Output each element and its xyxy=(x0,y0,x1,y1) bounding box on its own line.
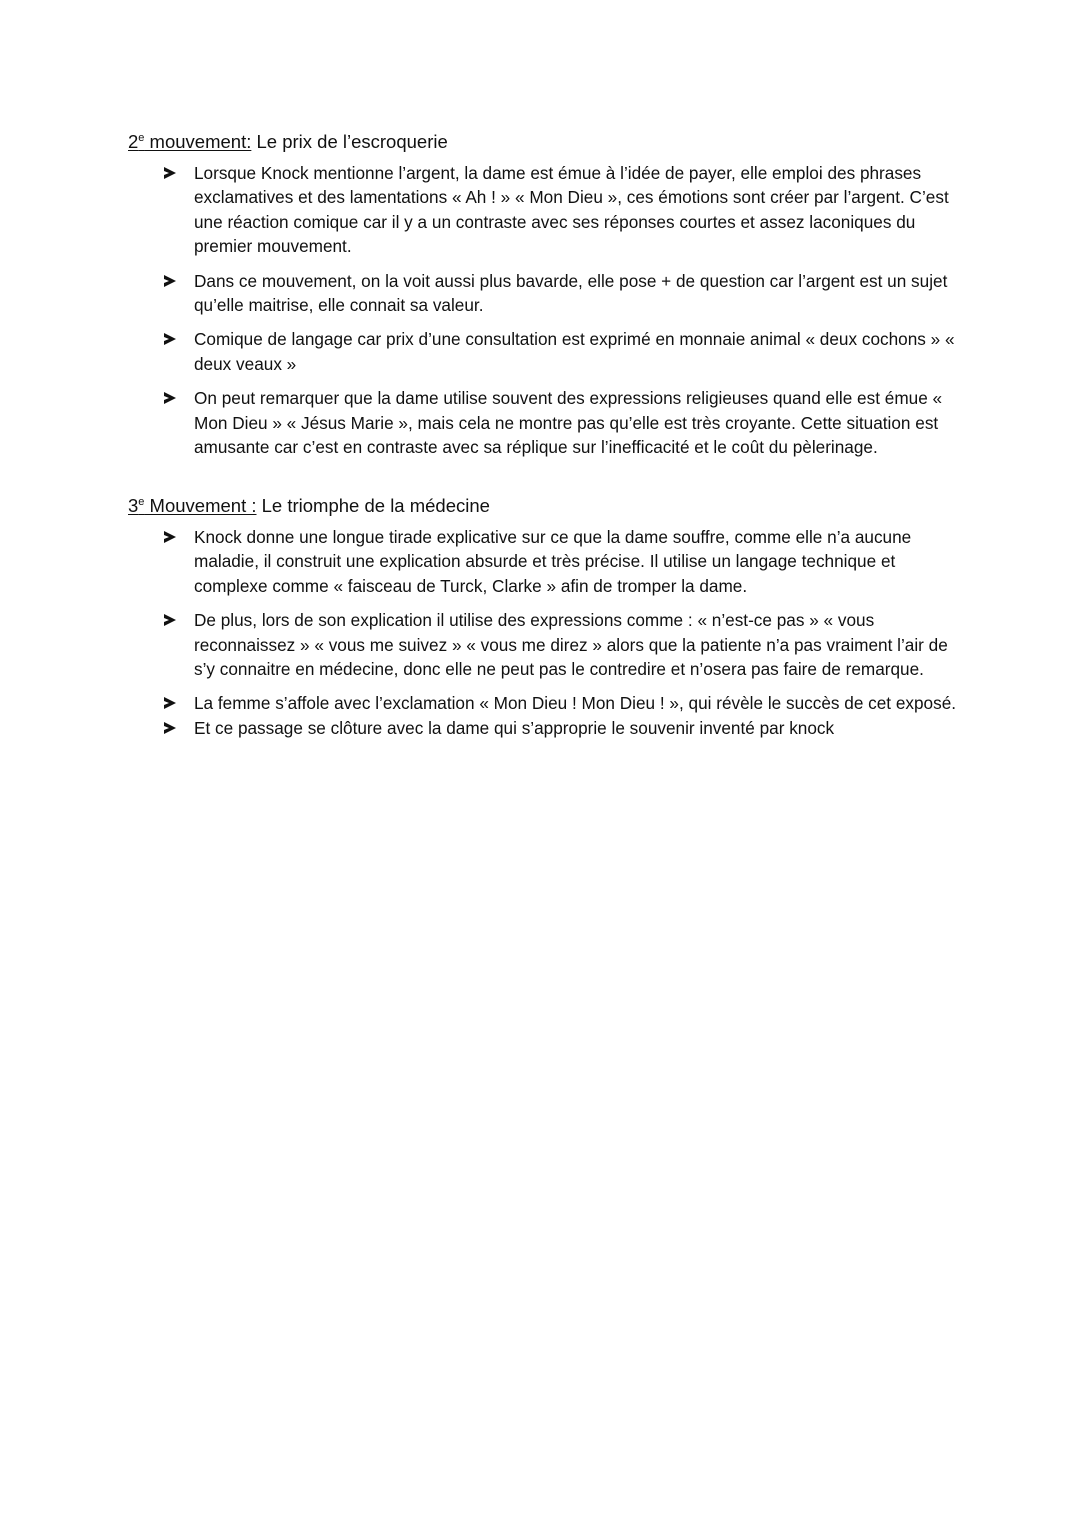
list-item: Knock donne une longue tirade explicative sur ce que la dame souffre, comme elle n’a aucune maladie, il construit une explication absurde et très précise. Il utilise un langage technique et complexe comme « faisceau de Turck, Clarke » afin de tromper la dame. xyxy=(128,525,958,598)
list-item: De plus, lors de son explication il utilise des expressions comme : « n’est-ce pas » « vous reconnaissez » « vous me suivez » « vous me direz » alors que la patiente n’a pas vraiment l’air de s’y connaitre en médecine, donc elle ne peut pas le contredire et n’osera pas faire de remarque. xyxy=(128,608,958,681)
arrow-bullet-icon xyxy=(164,275,176,287)
section-heading xyxy=(128,130,958,154)
list-item: La femme s’affole avec l’exclamation « Mon Dieu ! Mon Dieu ! », qui révèle le succès de cet exposé. xyxy=(128,691,958,715)
section-number: 3e xyxy=(128,495,145,516)
list-item: Et ce passage se clôture avec la dame qui s’approprie le souvenir inventé par knock xyxy=(128,716,958,740)
bullet-list xyxy=(128,161,958,459)
section-number: 2e xyxy=(128,131,145,152)
arrow-bullet-icon xyxy=(164,392,176,404)
section-title: Le prix de l’escroquerie xyxy=(251,131,448,152)
list-item: Lorsque Knock mentionne l’argent, la dame est émue à l’idée de payer, elle emploi des phrases exclamatives et des lamentations « Ah ! » « Mon Dieu », ces émotions sont créer par l’argent. C’est une réaction comique car il y a un contraste avec ses réponses courtes et assez laconiques du premier mouvement. xyxy=(128,161,958,259)
section-label: mouvement: xyxy=(144,131,252,152)
arrow-bullet-icon xyxy=(164,333,176,345)
section-2e-mouvement xyxy=(128,130,958,469)
section-3e-mouvement xyxy=(128,494,958,750)
arrow-bullet-icon xyxy=(164,722,176,734)
arrow-bullet-icon xyxy=(164,531,176,543)
section-label: Mouvement : xyxy=(144,495,257,516)
bullet-list xyxy=(128,525,958,740)
list-item: Comique de langage car prix d’une consultation est exprimé en monnaie animal « deux cochons » « deux veaux » xyxy=(128,327,958,376)
arrow-bullet-icon xyxy=(164,167,176,179)
arrow-bullet-icon xyxy=(164,614,176,626)
list-item: Dans ce mouvement, on la voit aussi plus bavarde, elle pose + de question car l’argent est un sujet qu’elle maitrise, elle connait sa valeur. xyxy=(128,269,958,318)
arrow-bullet-icon xyxy=(164,697,176,709)
list-item: On peut remarquer que la dame utilise souvent des expressions religieuses quand elle est émue « Mon Dieu » « Jésus Marie », mais cela ne montre pas qu’elle est très croyante. Cette situation est amusante car c’est en contraste avec sa réplique sur l’inefficacité et le coût du pèlerinage. xyxy=(128,386,958,459)
section-heading xyxy=(128,494,958,518)
section-title: Le triomphe de la médecine xyxy=(256,495,490,516)
